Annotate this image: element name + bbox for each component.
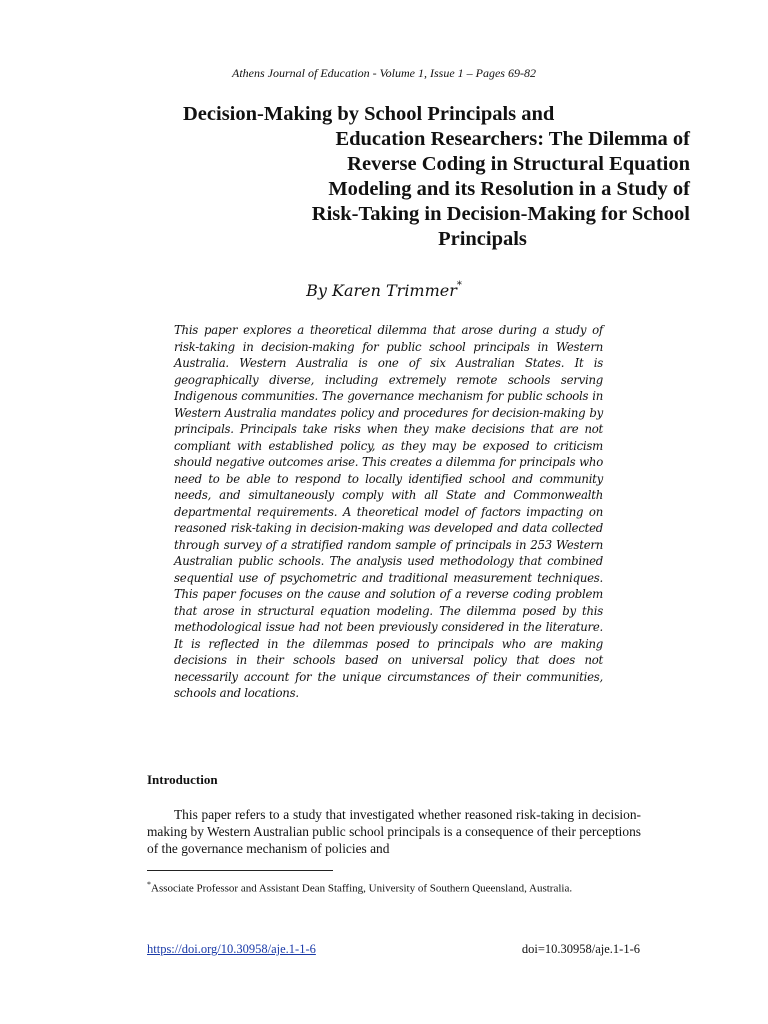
doi-link[interactable]: https://doi.org/10.30958/aje.1-1-6 xyxy=(147,942,316,956)
footnote xyxy=(147,877,641,897)
abstract: This paper explores a theoretical dilemma that arose during a study of risk-taking in decision-making for public school principals in Western Australia. Western Australia is one of six Australian States. It is geographically diverse, including extremely remote schools serving Indigenous communities. The governance mechanism for public schools in Western Australia mandates policy and procedures for decision-making by principals. Principals take risks when they make decisions that are not compliant with established policy, as they may be exposed to criticism should negative outcomes arise. This creates a dilemma for principals who need to be able to respond to locally identified school and community needs, and simultaneously comply with all State and Commonwealth departmental requirements. A theoretical model of factors impacting on reasoned risk-taking in decision-making was developed and data collected through survey of a stratified random sample of principals in 253 Western Australian public schools. The analysis used methodology that combined sequential use of psychometric and traditional measurement techniques. This paper focuses on the cause and solution of a reverse coding problem that arose in structural equation modeling. The dilemma posed by this methodological issue had not been previously considered in the literature. It is reflected in the dilemmas posed to principals who are making decisions in their schools based on universal policy that does not necessarily account for the unique circumstances of their communities, schools and locations. xyxy=(174,323,603,700)
footnote-divider xyxy=(147,870,333,871)
title-line: Reverse Coding in Structural Equation xyxy=(347,153,690,175)
doi-identifier: doi=10.30958/aje.1-1-6 xyxy=(521,942,640,956)
author-byline xyxy=(0,281,768,300)
footnote-text: Associate Professor and Assistant Dean Staffing, University of Southern Queensland, Australia. xyxy=(151,882,573,895)
title-line: Decision-Making by School Principals and xyxy=(183,103,555,125)
journal-header: Athens Journal of Education - Volume 1, Issue 1 – Pages 69-82 xyxy=(232,66,536,80)
footnote-marker: * xyxy=(147,880,151,889)
author-footnote-marker: * xyxy=(456,279,462,291)
section-heading-introduction: Introduction xyxy=(147,772,218,787)
paper-title xyxy=(150,102,690,252)
title-line: Risk-Taking in Decision-Making for School xyxy=(311,203,690,225)
introduction-paragraph: This paper refers to a study that investigated whether reasoned risk-taking in decision-making by Western Australian public school principals is a consequence of their perceptions of the governance mechanism of policies and xyxy=(147,807,641,856)
title-line: Principals xyxy=(438,228,527,250)
author-name: By Karen Trimmer xyxy=(306,281,457,300)
title-line: Modeling and its Resolution in a Study of xyxy=(328,178,690,200)
title-line: Education Researchers: The Dilemma of xyxy=(335,128,690,150)
